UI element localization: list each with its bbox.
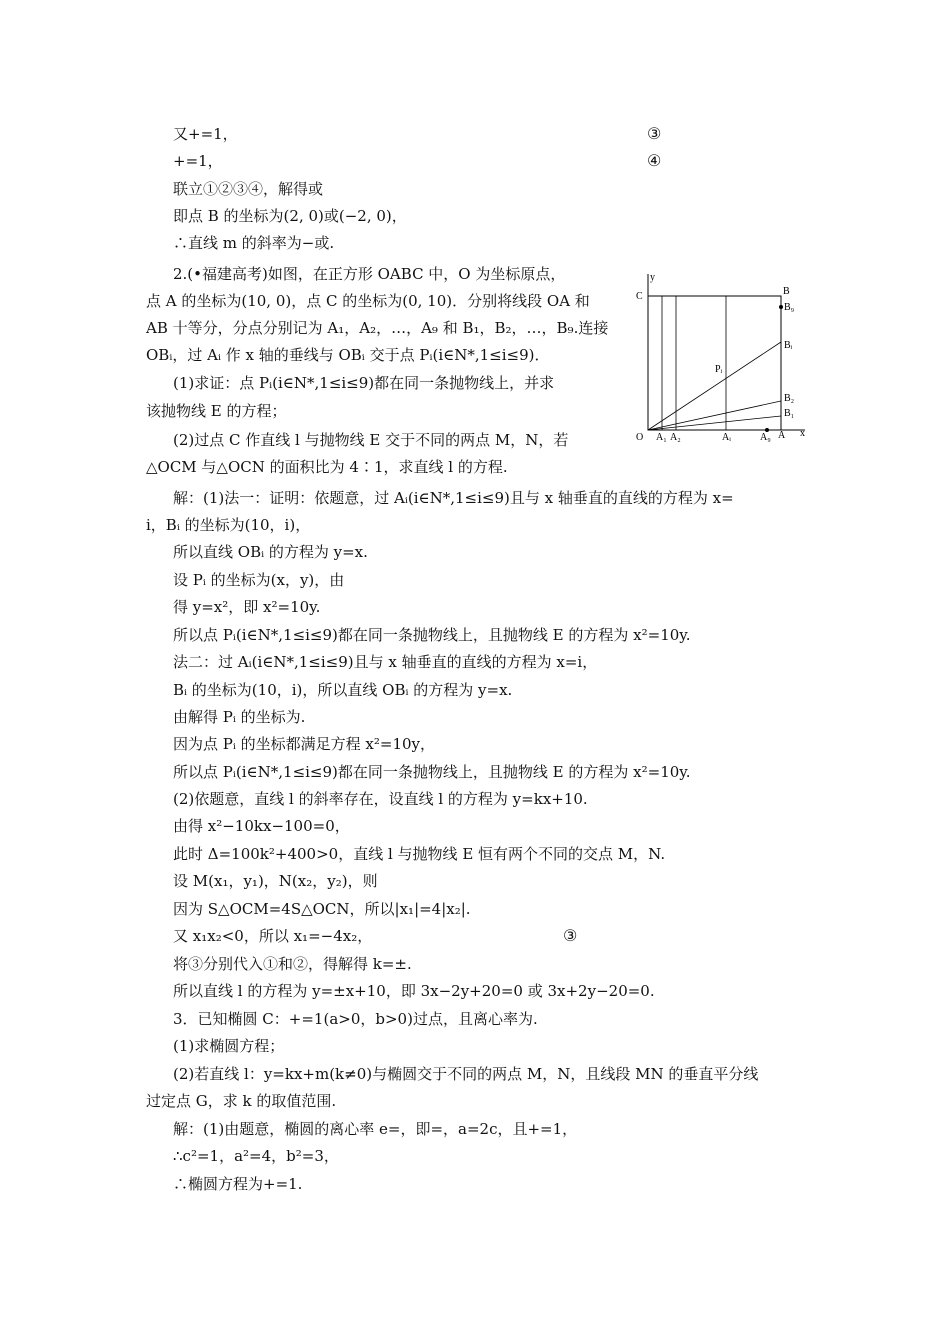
solution-line: 得 y=x²，即 x²=10y.: [173, 598, 321, 616]
line-obi: [648, 342, 781, 430]
label-a1: A₁: [656, 432, 667, 443]
label-pi: Pᵢ: [715, 364, 723, 375]
problem-3-line: 3．已知椭圆 C：+=1(a>0，b>0)过点，且离心率为.: [173, 1010, 538, 1028]
line-ob1: [648, 416, 781, 430]
solution-line: 因为 S△OCM=4S△OCN，所以|x₁|=4|x₂|.: [173, 900, 471, 918]
point-b9: [779, 305, 783, 309]
solution-line: 解：(1)法一：证明：依题意，过 Aᵢ(i∈N*,1≤i≤9)且与 x 轴垂直的直线的方程为 x=: [173, 489, 734, 507]
equation-number: ③: [647, 124, 662, 143]
label-o: O: [636, 432, 644, 443]
question-2-line: (2)过点 C 作直线 l 与抛物线 E 交于不同的两点 M，N，若: [173, 431, 569, 449]
solution-line: 又 x₁x₂<0，所以 x₁=−4x₂，: [173, 927, 373, 945]
solution-line: 所以点 Pᵢ(i∈N*,1≤i≤9)都在同一条抛物线上，且抛物线 E 的方程为 x²=10y.: [173, 626, 691, 644]
equation-number: ③: [563, 926, 578, 945]
label-bi: Bᵢ: [784, 340, 793, 351]
label-a: A: [778, 430, 786, 441]
label-b: B: [783, 286, 790, 297]
solution-line: 所以点 Pᵢ(i∈N*,1≤i≤9)都在同一条抛物线上，且抛物线 E 的方程为 x²=10y.: [173, 763, 691, 781]
label-b2: B₂: [784, 393, 795, 404]
question-1-line: 该抛物线 E 的方程；: [146, 402, 287, 420]
label-a9: A₉: [760, 432, 771, 443]
solution-line: 所以直线 l 的方程为 y=±x+10，即 3x−2y+20=0 或 3x+2y−20=0.: [173, 982, 655, 1000]
problem-2-line: 点 A 的坐标为(10, 0)，点 C 的坐标为(0, 10)．分别将线段 OA 和: [146, 292, 590, 310]
solution-line: 解：(1)由题意，椭圆的离心率 e=，即=，a=2c，且+=1，: [173, 1120, 578, 1138]
problem-3-line: 过定点 G，求 k 的取值范围.: [146, 1092, 337, 1110]
question-1-line: (1)求证：点 Pᵢ(i∈N*,1≤i≤9)都在同一条抛物线上，并求: [173, 374, 555, 392]
text-line: 即点 B 的坐标为(2, 0)或(−2, 0)，: [173, 207, 407, 225]
x-axis-label: x: [800, 428, 805, 439]
problem-3-line: (2)若直线 l：y=kx+m(k≠0)与椭圆交于不同的两点 M，N，且线段 MN 的垂直平分线: [173, 1065, 759, 1083]
text-line: 联立①②③④，解得或: [173, 180, 324, 198]
label-ai: Aᵢ: [722, 432, 731, 443]
y-axis-label: y: [650, 272, 655, 283]
label-b1: B₁: [784, 408, 795, 419]
text-line: +=1，: [173, 152, 223, 170]
line-ob2: [648, 401, 781, 430]
question-2-line: △OCM 与△OCN 的面积比为 4∶1，求直线 l 的方程.: [146, 458, 508, 476]
text-line: ∴直线 m 的斜率为−或.: [173, 234, 335, 252]
solution-line: ∴椭圆方程为+=1.: [173, 1175, 303, 1193]
solution-line: 设 M(x₁，y₁)，N(x₂，y₂)，则: [173, 872, 378, 890]
square-figure: [630, 268, 810, 448]
solution-line: (2)依题意，直线 l 的斜率存在，设直线 l 的方程为 y=kx+10.: [173, 790, 588, 808]
label-a2: A₂: [670, 432, 681, 443]
solution-line: 由解得 Pᵢ 的坐标为.: [173, 708, 306, 726]
square-oabc: [648, 296, 781, 430]
equation-number: ④: [647, 151, 662, 170]
solution-line: 法二：过 Aᵢ(i∈N*,1≤i≤9)且与 x 轴垂直的直线的方程为 x=i，: [173, 653, 598, 671]
solution-line: Bᵢ 的坐标为(10，i)，所以直线 OBᵢ 的方程为 y=x.: [173, 681, 513, 699]
solution-line: 所以直线 OBᵢ 的方程为 y=x.: [173, 543, 368, 561]
problem-2-line: OBᵢ，过 Aᵢ 作 x 轴的垂线与 OBᵢ 交于点 Pᵢ(i∈N*,1≤i≤9)．: [146, 346, 550, 364]
solution-line: 因为点 Pᵢ 的坐标都满足方程 x²=10y，: [173, 735, 436, 753]
text-line: 又+=1，: [173, 125, 238, 143]
problem-3-line: (1)求椭圆方程；: [173, 1037, 285, 1055]
solution-line: i，Bᵢ 的坐标为(10，i)，: [146, 516, 311, 534]
label-c: C: [636, 291, 643, 302]
solution-line: ∴c²=1，a²=4，b²=3，: [173, 1147, 339, 1165]
solution-line: 由得 x²−10kx−100=0，: [173, 817, 350, 835]
label-b9: B₉: [784, 302, 795, 313]
solution-line: 此时 Δ=100k²+400>0，直线 l 与抛物线 E 恒有两个不同的交点 M，N.: [173, 845, 666, 863]
problem-2-line: AB 十等分，分点分别记为 A₁，A₂，…，A₉ 和 B₁，B₂，…，B₉.连接: [146, 319, 609, 337]
problem-2-line: 2.(•福建高考)如图，在正方形 OABC 中，O 为坐标原点，: [173, 265, 566, 283]
solution-line: 将③分别代入①和②，得解得 k=±.: [173, 955, 412, 973]
solution-line: 设 Pᵢ 的坐标为(x，y)，由: [173, 571, 345, 589]
